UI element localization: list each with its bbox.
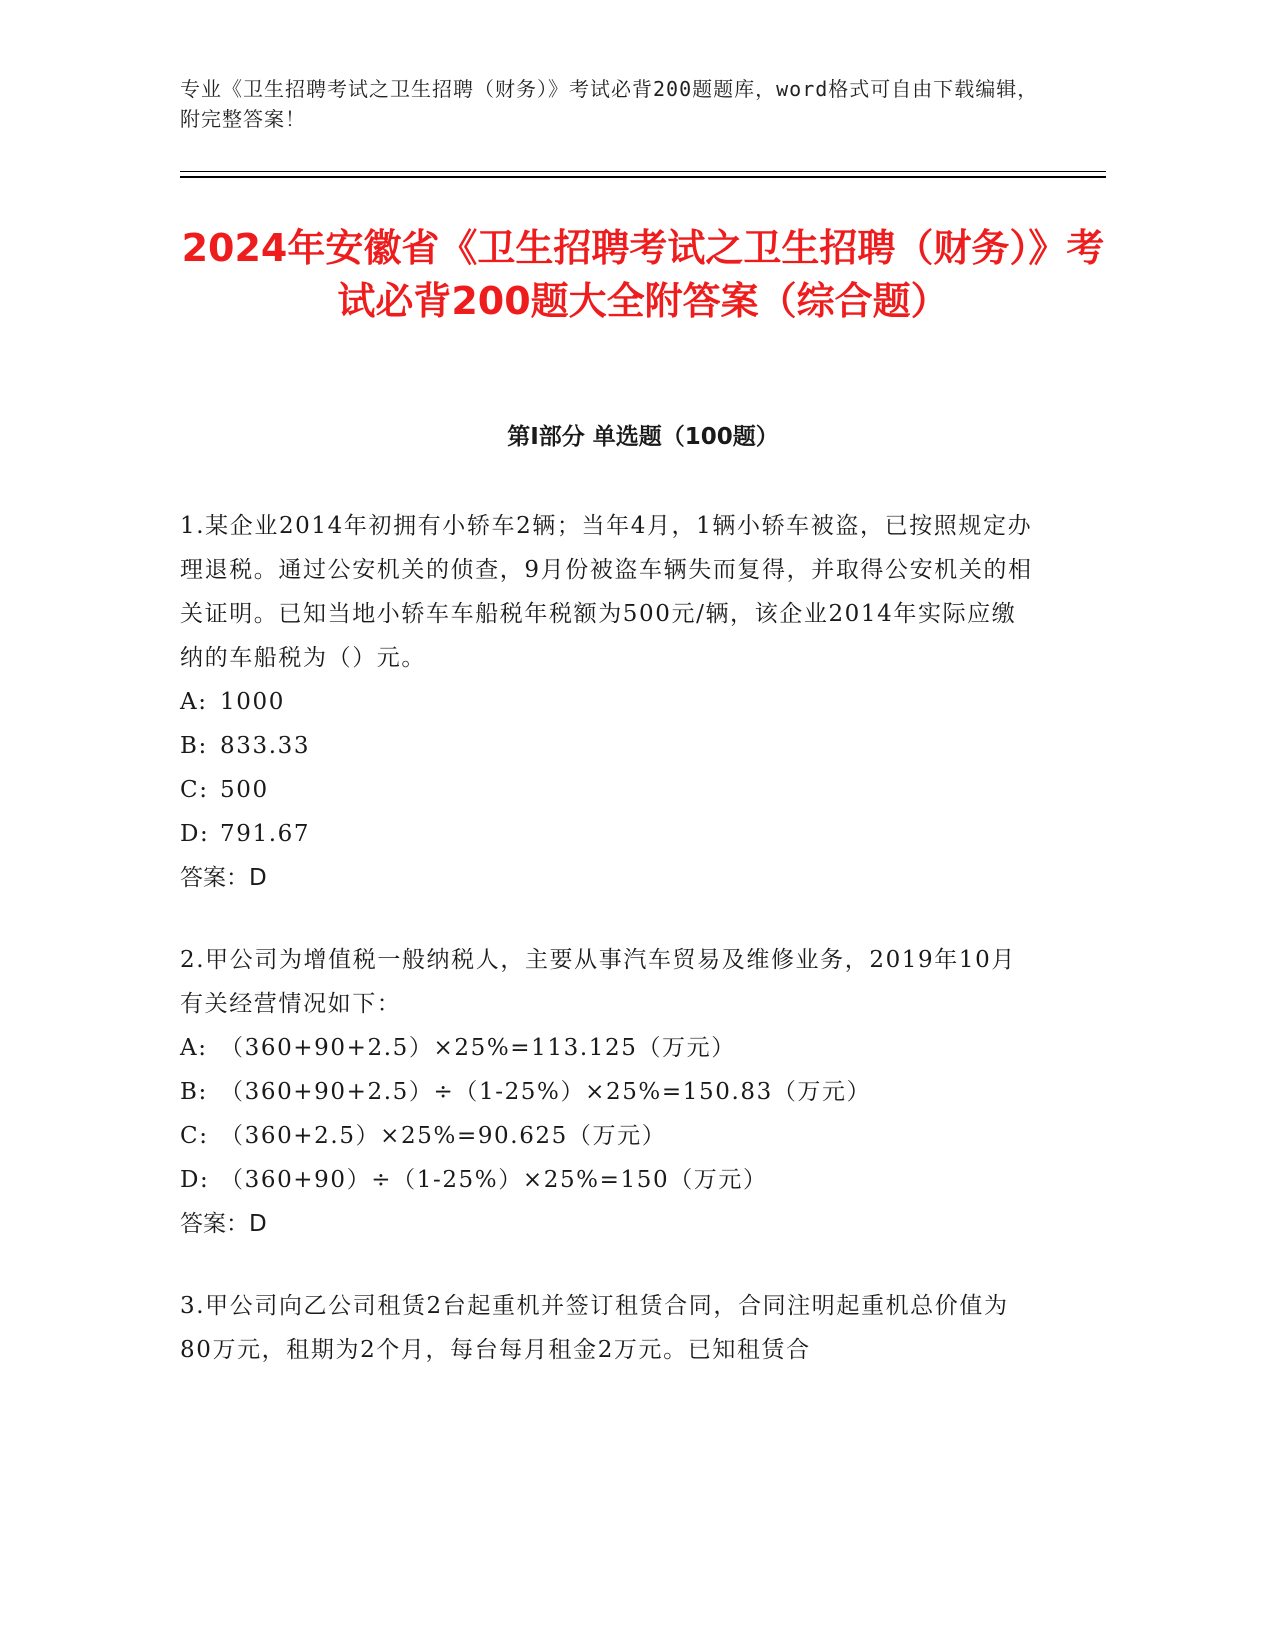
option-letter: A:: [180, 689, 208, 715]
header-rule-thick: [180, 176, 1106, 178]
option-b: [180, 1070, 1040, 1114]
option-letter: B:: [180, 733, 208, 759]
option-text: 791.67: [220, 821, 311, 847]
question-list: [180, 504, 1040, 1410]
question-1: [180, 504, 1040, 900]
option-letter: D:: [180, 1167, 210, 1193]
header-note: 专业《卫生招聘考试之卫生招聘（财务）》考试必背200题题库，word格式可自由下载编辑，附完整答案！: [180, 77, 1039, 131]
option-a: [180, 680, 1040, 724]
option-text: 500: [220, 777, 269, 803]
question-stem: 2.甲公司为增值税一般纳税人，主要从事汽车贸易及维修业务，2019年10月有关经营情况如下：: [180, 947, 1016, 1017]
question-stem: 3.甲公司向乙公司租赁2台起重机并签订租赁合同，合同注明起重机总价值为80万元，租期为2个月，每台每月租金2万元。已知租赁合: [180, 1293, 1009, 1363]
option-text: （360+90+2.5）÷（1-25%）×25%=150.83（万元）: [220, 1079, 872, 1105]
option-text: 833.33: [220, 733, 311, 759]
option-d: [180, 1158, 1040, 1202]
option-letter: C:: [180, 777, 209, 803]
option-b: [180, 724, 1040, 768]
option-d: [180, 812, 1040, 856]
option-letter: C:: [180, 1123, 209, 1149]
option-text: （360+90）÷（1-25%）×25%=150（万元）: [220, 1167, 768, 1193]
option-letter: B:: [180, 1079, 208, 1105]
option-text: （360+90+2.5）×25%=113.125（万元）: [220, 1035, 736, 1061]
header-rule-thin: [180, 171, 1106, 172]
question-2: [180, 938, 1040, 1246]
option-text: （360+2.5）×25%=90.625（万元）: [220, 1123, 667, 1149]
answer-line: 答案：D: [180, 865, 267, 891]
option-c: [180, 768, 1040, 812]
document-title: 2024年安徽省《卫生招聘考试之卫生招聘（财务）》考试必背200题大全附答案（综合题）: [181, 226, 1105, 323]
section-heading: 第I部分 单选题（100题）: [507, 424, 779, 450]
question-stem: 1.某企业2014年初拥有小轿车2辆；当年4月，1辆小轿车被盗，已按照规定办理退税。通过公安机关的侦查，9月份被盗车辆失而复得，并取得公安机关的相关证明。已知当地小轿车车船税年税额为500元/辆，该企业2014年实际应缴纳的车船税为（）元。: [180, 513, 1033, 671]
option-c: [180, 1114, 1040, 1158]
answer-line: 答案：D: [180, 1211, 267, 1237]
option-text: 1000: [220, 689, 285, 715]
option-a: [180, 1026, 1040, 1070]
option-letter: D:: [180, 821, 210, 847]
option-letter: A:: [180, 1035, 208, 1061]
question-3: [180, 1284, 1040, 1372]
